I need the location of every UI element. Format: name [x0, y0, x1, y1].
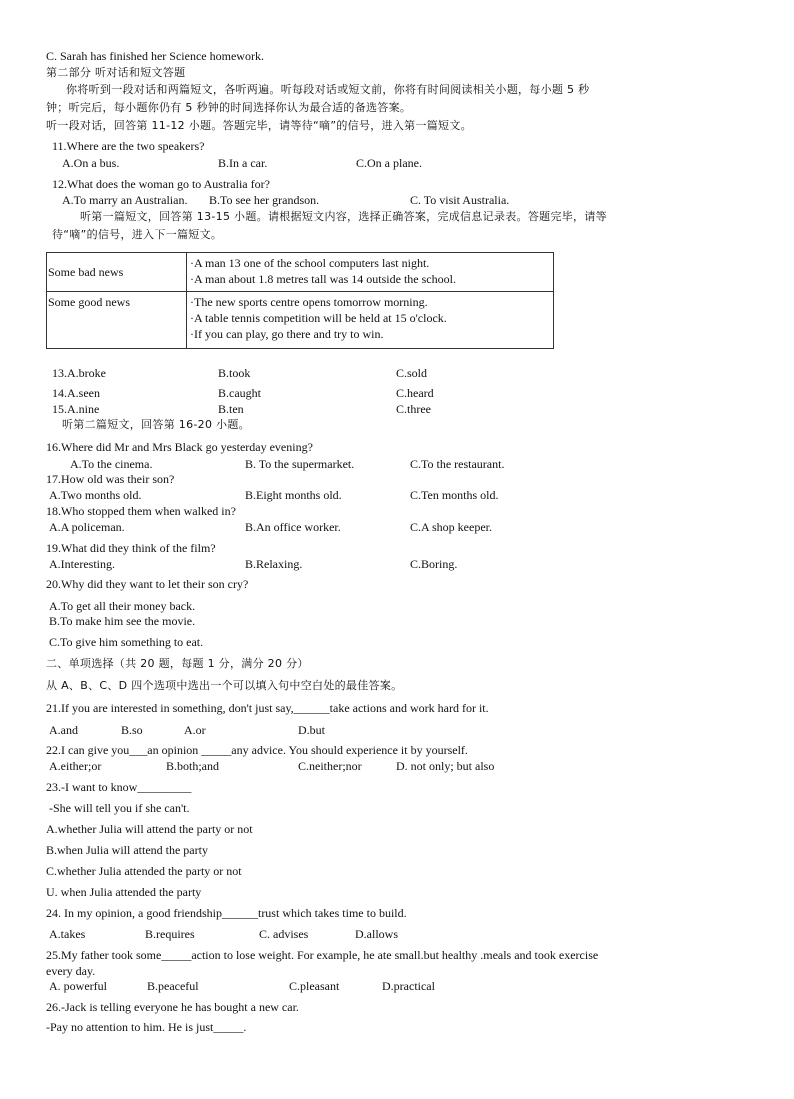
q16-option-a: A.To the cinema.: [70, 457, 153, 471]
q21-option-d: D.but: [298, 723, 325, 737]
part2-instruction-1: 你将听到一段对话和两篇短文，各听两遍。听每段对话或短文前，你将有时间阅读相关小题，每小题 5 秒: [66, 83, 590, 96]
q23-option-d: U. when Julia attended the party: [46, 885, 202, 899]
q18-option-a: A.A policeman.: [49, 520, 125, 534]
q11-option-a: A.On a bus.: [62, 156, 120, 170]
q26-reply: -Pay no attention to him. He is just_____.: [46, 1020, 247, 1034]
question-26: 26.-Jack is telling everyone he has bought a new car.: [46, 1000, 299, 1014]
q17-option-b: B.Eight months old.: [245, 488, 342, 502]
bad-news-line-1: ·A man 13 one of the school computers last night.: [190, 256, 430, 270]
question-18: 18.Who stopped them when walked in?: [46, 504, 236, 518]
q20-option-c: C.To give him something to eat.: [49, 635, 204, 649]
part2-title: 第二部分 听对话和短文答题: [46, 66, 186, 79]
good-news-line-3: ·If you can play, go there and try to win.: [190, 327, 384, 341]
q19-option-a: A.Interesting.: [49, 557, 115, 571]
part2-instruction-2: 钟；听完后，每小题你仍有 5 秒钟的时间选择你认为最合适的备选答案。: [46, 101, 412, 114]
section2-instruction: 从 A、B、C、D 四个选项中选出一个可以填入句中空白处的最佳答案。: [46, 679, 403, 692]
q17-option-a: A.Two months old.: [49, 488, 142, 502]
q19-option-c: C.Boring.: [410, 557, 458, 571]
q18-option-b: B.An office worker.: [245, 520, 341, 534]
q24-option-c: C. advises: [259, 927, 309, 941]
q14-option-b: B.caught: [218, 386, 261, 400]
question-21: 21.If you are interested in something, don't just say,______take actions and work hard for it.: [46, 701, 489, 715]
q24-option-a: A.takes: [49, 927, 86, 941]
good-news-label: Some good news: [47, 292, 187, 349]
question-19: 19.What did they think of the film?: [46, 541, 216, 555]
q14-option-c: C.heard: [396, 386, 434, 400]
question-24: 24. In my opinion, a good friendship______trust which takes time to build.: [46, 906, 407, 920]
q24-option-d: D.allows: [355, 927, 398, 941]
q23-option-c: C.whether Julia attended the party or not: [46, 864, 242, 878]
q23-option-b: B.when Julia will attend the party: [46, 843, 208, 857]
table-row-bad-news: [47, 253, 554, 292]
q22-option-a: A.either;or: [49, 759, 102, 773]
question-17: 17.How old was their son?: [46, 472, 175, 486]
answer-line-c: C. Sarah has finished her Science homework.: [46, 49, 264, 63]
info-record-table: [46, 252, 554, 349]
q15-option-a: 15.A.nine: [52, 402, 100, 416]
q21-option-c: A.or: [184, 723, 206, 737]
q15-option-c: C.three: [396, 402, 431, 416]
q12-option-b: B.To see her grandson.: [209, 193, 320, 207]
q21-option-a: A.and: [49, 723, 78, 737]
bad-news-label: Some bad news: [47, 253, 187, 292]
part2-instruction-3: 听一段对话，回答第 11-12 小题。答题完毕，请等待“嘀”的信号，进入第一篇短文。: [46, 119, 472, 132]
question-25-cont: every day.: [46, 964, 96, 978]
q14-option-a: 14.A.seen: [52, 386, 100, 400]
question-20: 20.Why did they want to let their son cry?: [46, 577, 249, 591]
question-12: 12.What does the woman go to Australia for?: [52, 177, 270, 191]
bad-news-content: [187, 253, 554, 292]
q13-option-c: C.sold: [396, 366, 428, 380]
q16-option-c: C.To the restaurant.: [410, 457, 505, 471]
q23-option-a: A.whether Julia will attend the party or not: [46, 822, 253, 836]
q11-option-b: B.In a car.: [218, 156, 268, 170]
q15-option-b: B.ten: [218, 402, 244, 416]
q20-option-b: B.To make him see the movie.: [49, 614, 196, 628]
good-news-content: [187, 292, 554, 349]
q13-option-b: B.took: [218, 366, 251, 380]
q19-option-b: B.Relaxing.: [245, 557, 303, 571]
passage1-instruction-2: 待“嘀”的信号，进入下一篇短文。: [52, 228, 223, 241]
q17-option-c: C.Ten months old.: [410, 488, 499, 502]
passage1-instruction-1: 听第一篇短文，回答第 13-15 小题。请根据短文内容，选择正确答案，完成信息记录表。答题完毕，请等: [80, 210, 607, 223]
table-row-good-news: [47, 292, 554, 349]
q22-option-b: B.both;and: [166, 759, 219, 773]
q12-option-a: A.To marry an Australian.: [62, 193, 188, 207]
q16-option-b: B. To the supermarket.: [245, 457, 355, 471]
q23-reply: -She will tell you if she can't.: [49, 801, 190, 815]
q22-option-d: D. not only; but also: [396, 759, 495, 773]
q25-option-b: B.peaceful: [147, 979, 199, 993]
q12-option-c: C. To visit Australia.: [410, 193, 510, 207]
q25-option-d: D.practical: [382, 979, 435, 993]
question-16: 16.Where did Mr and Mrs Black go yesterday evening?: [46, 440, 313, 454]
q18-option-c: C.A shop keeper.: [410, 520, 492, 534]
good-news-line-1: ·The new sports centre opens tomorrow morning.: [190, 295, 428, 309]
q11-option-c: C.On a plane.: [356, 156, 422, 170]
question-25: 25.My father took some_____action to lose weight. For example, he ate small.but healthy .meals and took exercise: [46, 948, 599, 962]
q25-option-c: C.pleasant: [289, 979, 340, 993]
section2-title: 二、单项选择（共 20 题，每题 1 分，满分 20 分）: [46, 657, 309, 670]
question-23: 23.-I want to know_________: [46, 780, 192, 794]
passage2-instruction: 听第二篇短文，回答第 16-20 小题。: [62, 418, 250, 431]
q24-option-b: B.requires: [145, 927, 195, 941]
q25-option-a: A. powerful: [49, 979, 107, 993]
q13-option-a: 13.A.broke: [52, 366, 106, 380]
q22-option-c: C.neither;nor: [298, 759, 362, 773]
good-news-line-2: ·A table tennis competition will be held at 15 o'clock.: [190, 311, 447, 325]
question-22: 22.I can give you___an opinion _____any advice. You should experience it by yourself.: [46, 743, 468, 757]
bad-news-line-2: ·A man about 1.8 metres tall was 14 outside the school.: [190, 272, 456, 286]
question-11: 11.Where are the two speakers?: [52, 139, 205, 153]
q20-option-a: A.To get all their money back.: [49, 599, 196, 613]
q21-option-b: B.so: [121, 723, 143, 737]
